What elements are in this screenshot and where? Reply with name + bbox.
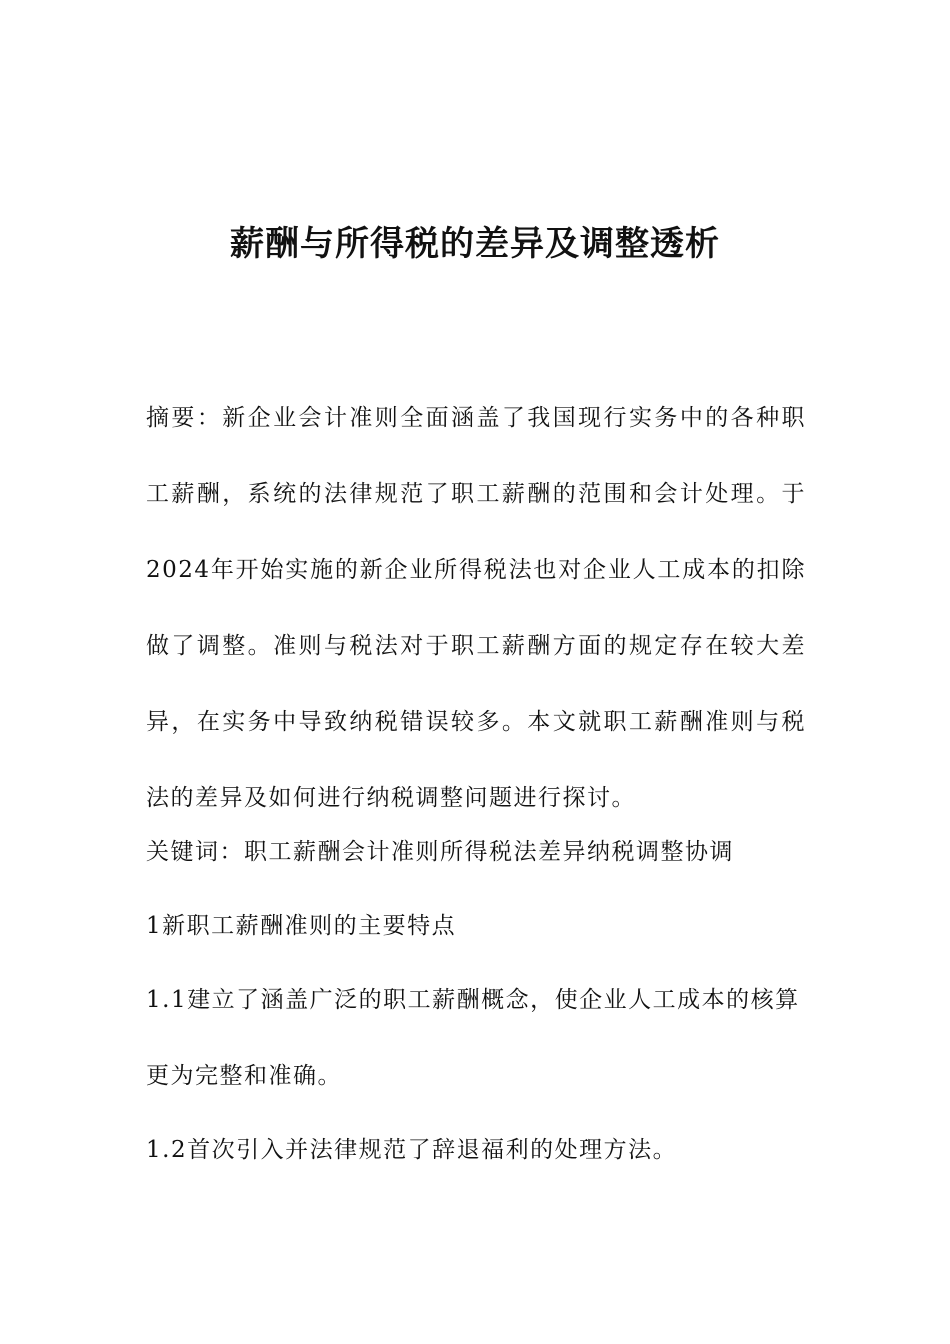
document-title: 薪酬与所得税的差异及调整透析 xyxy=(230,224,720,264)
section-1-heading: 1新职工薪酬准则的主要特点 xyxy=(146,913,457,939)
abstract-paragraph: 摘要：新企业会计准则全面涵盖了我国现行实务中的各种职工薪酬，系统的法律规范了职工薪酬的范围和会计处理。于2024年开始实施的新企业所得税法也对企业人工成本的扣除做了调整。准则与税法对于职工薪酬方面的规定存在较大差异，在实务中导致纳税错误较多。本文就职工薪酬准则与税法的差异及如何进行纳税调整问题进行探讨。 xyxy=(146,405,806,811)
section-1-2-paragraph: 1.2首次引入并法律规范了辞退福利的处理方法。 xyxy=(146,1137,678,1163)
keywords-line: 关键词：职工薪酬会计准则所得税法差异纳税调整协调 xyxy=(146,839,734,865)
section-1-1-paragraph: 1.1建立了涵盖广泛的职工薪酬概念，使企业人工成本的核算更为完整和准确。 xyxy=(146,987,800,1089)
